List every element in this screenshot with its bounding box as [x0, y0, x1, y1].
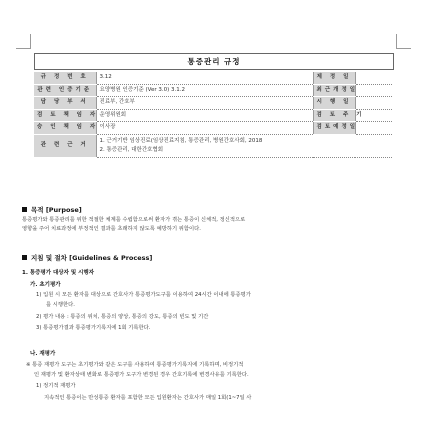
crop-mark-top-right — [396, 34, 411, 49]
list-item: 3) 통증평가결과 통증평가기록지에 1회 기록한다. — [36, 325, 151, 331]
section-guidelines-heading — [22, 253, 152, 262]
basis-line: 1. 근거기반 임상진료(임상진료지침, 통증관리, 병원간호사회, 2018 — [99, 137, 263, 144]
meta-value: 요양병원 인증기준 (Ver 3.0) 3.1.2 — [96, 84, 313, 97]
meta-label: 검 토 책 임 자 — [34, 109, 96, 122]
subsection-heading: 1. 통증평가 대상자 및 시행자 — [22, 270, 95, 276]
meta-right-value — [355, 97, 392, 110]
meta-row — [34, 72, 392, 84]
list-item-continuation: 지속적인 통증이는 만성통증 환자를 포함한 모든 입원환자는 간호사가 매일 1회(1~7일 사 — [44, 395, 252, 401]
meta-value: 진료부, 간호부 — [96, 97, 313, 110]
meta-right-label: 시 행 일 — [313, 97, 355, 110]
meta-value: 이사장 — [96, 122, 313, 135]
meta-label: 규 정 번 호 — [34, 72, 96, 84]
meta-right-label: 제 정 일 — [313, 72, 355, 84]
basis-value — [96, 134, 392, 157]
note-line: ※ 통증 재평가 도구는 초기평가와 같은 도구를 사용하여 통증평가기록지에 기록하며, 비정기적 — [26, 362, 244, 368]
document-title: 통증관리 규정 — [34, 53, 394, 70]
basis-line: 2. 통증관리, 대한간호협회 — [99, 146, 164, 153]
meta-row-basis — [34, 134, 392, 157]
meta-label: 관련 인증기준 — [34, 84, 96, 97]
meta-label: 담 당 부 서 — [34, 97, 96, 110]
meta-right-label: 검 토 주 기 — [313, 109, 355, 122]
crop-mark-top-left — [16, 34, 31, 49]
meta-value: 3.12 — [96, 72, 313, 84]
meta-right-value — [355, 84, 392, 97]
section-guidelines-title: 지침 및 절차 [Guidelines & Process] — [31, 254, 153, 262]
meta-row — [34, 122, 392, 135]
metadata-table — [34, 72, 392, 158]
list-item: 2) 평가 내용 : 통증의 위치, 통증의 양상, 통증의 강도, 통증의 빈도 및 기간 — [36, 314, 209, 320]
meta-value: 운영위원회 — [96, 109, 313, 122]
section-purpose-heading — [22, 205, 82, 214]
meta-row — [34, 109, 392, 122]
list-item-continuation: 를 시행한다. — [46, 302, 75, 308]
purpose-line: 영향을 주어 치료과정에 부정적인 결과를 초래하지 않도록 예방하기 위함이다. — [22, 226, 201, 232]
meta-right-value — [355, 122, 392, 135]
meta-right-label: 최근개정일 — [313, 84, 355, 97]
subsection-heading: 가. 초기평가 — [30, 282, 61, 288]
purpose-paragraph — [22, 216, 406, 234]
meta-label: 승 인 책 임 자 — [34, 122, 96, 135]
meta-right-value — [355, 72, 392, 84]
section-purpose-title: 목적 [Purpose] — [31, 206, 82, 214]
note-line: 인 재평가 및 환자상태 변화로 통증평가 도구가 변경된 경우 간호기록에 변경사유를 기록한다. — [34, 372, 249, 378]
bullet-square-icon — [22, 255, 27, 260]
meta-row — [34, 97, 392, 110]
meta-right-label: 검토예정일 — [313, 122, 355, 135]
purpose-line: 통증평가와 통증관리를 위한 적절한 체계를 수립함으로써 환자가 겪는 통증이 신체적, 정신적으로 — [22, 217, 246, 223]
subsection-heading: 나. 재평가 — [30, 351, 56, 357]
meta-row — [34, 84, 392, 97]
bullet-square-icon — [22, 207, 27, 212]
list-item: 1) 정기적 재평가 — [36, 383, 76, 389]
basis-label: 관 련 근 거 — [34, 134, 96, 157]
list-item: 1) 입원 시 모든 환자를 대상으로 간호사가 통증평가도구를 이용하여 24시간 이내에 통증평가 — [36, 292, 251, 298]
